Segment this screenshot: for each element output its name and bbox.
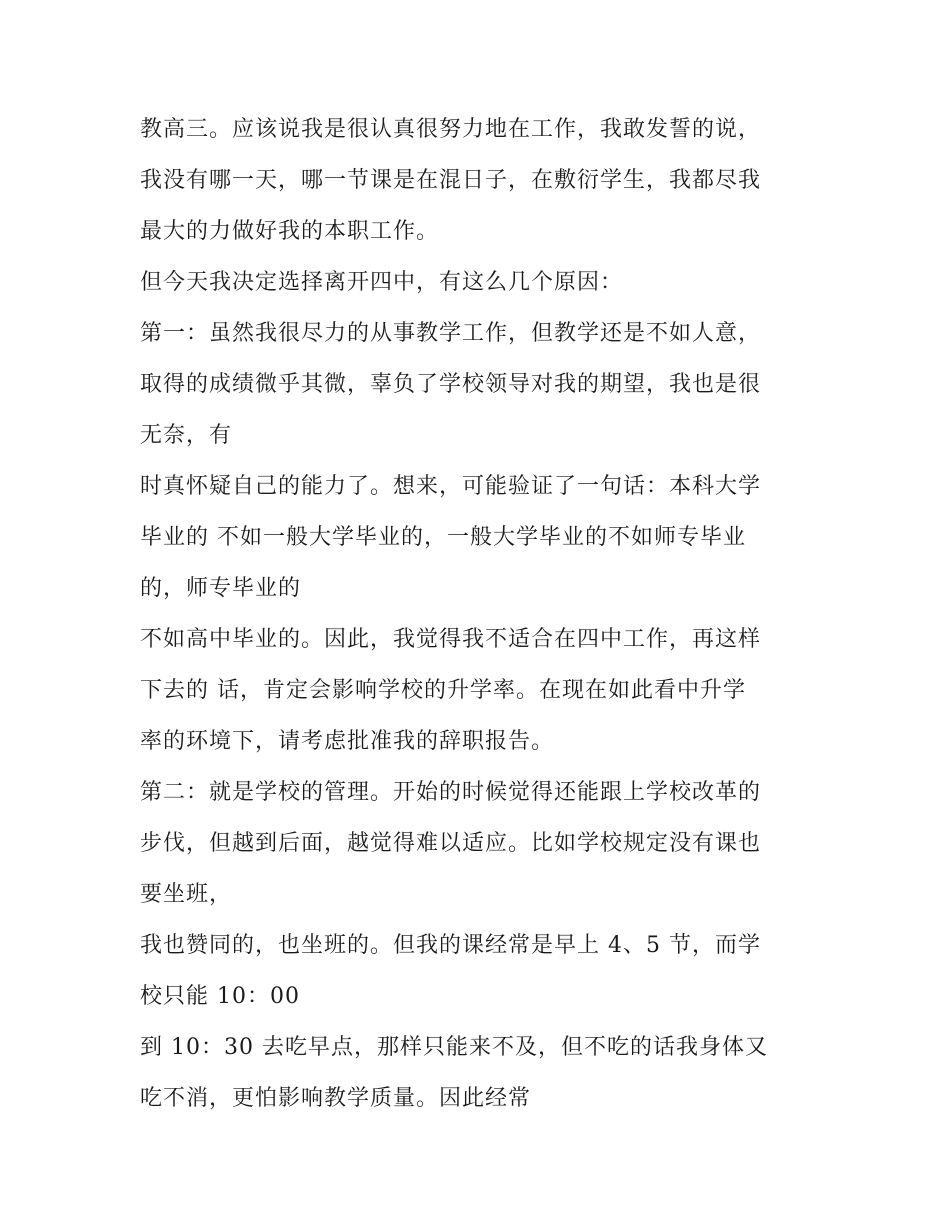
text-line: 第二：就是学校的管理。开始的时候觉得还能跟上学校改革的 bbox=[140, 780, 762, 805]
text-line: 我没有哪一天，哪一节课是在混日子，在敷衍学生，我都尽我 bbox=[140, 168, 762, 193]
text-line: 时真怀疑自己的能力了。想来，可能验证了一句话：本科大学 bbox=[140, 474, 762, 499]
text-line: 的，师专毕业的 bbox=[140, 576, 302, 601]
text-line: 校只能 10：00 bbox=[140, 984, 300, 1009]
text-line: 要坐班， bbox=[140, 882, 233, 907]
text-line: 我也赞同的，也坐班的。但我的课经常是早上 4、5 节，而学 bbox=[140, 933, 761, 958]
text-line: 吃不消，更怕影响教学质量。因此经常 bbox=[140, 1086, 532, 1111]
text-line: 无奈，有 bbox=[140, 423, 233, 448]
text-line: 取得的成绩微乎其微，辜负了学校领导对我的期望，我也是很 bbox=[140, 372, 762, 397]
text-line: 教高三。应该说我是很认真很努力地在工作，我敢发誓的说， bbox=[140, 117, 762, 142]
text-line: 步伐，但越到后面，越觉得难以适应。比如学校规定没有课也 bbox=[140, 831, 762, 856]
text-line: 下去的 话，肯定会影响学校的升学率。在现在如此看中升学 bbox=[140, 678, 746, 703]
text-line: 最大的力做好我的本职工作。 bbox=[140, 219, 440, 244]
text-line: 但今天我决定选择离开四中，有这么几个原因： bbox=[140, 270, 624, 295]
text-line: 到 10：30 去吃早点，那样只能来不及，但不吃的话我身体又 bbox=[140, 1035, 768, 1060]
text-line: 第一：虽然我很尽力的从事教学工作，但教学还是不如人意， bbox=[140, 321, 762, 346]
text-line: 率的环境下，请考虑批准我的辞职报告。 bbox=[140, 729, 555, 754]
text-line: 不如高中毕业的。因此，我觉得我不适合在四中工作，再这样 bbox=[140, 627, 762, 652]
body-text bbox=[140, 104, 830, 1124]
text-line: 毕业的 不如一般大学毕业的，一般大学毕业的不如师专毕业 bbox=[140, 525, 746, 550]
